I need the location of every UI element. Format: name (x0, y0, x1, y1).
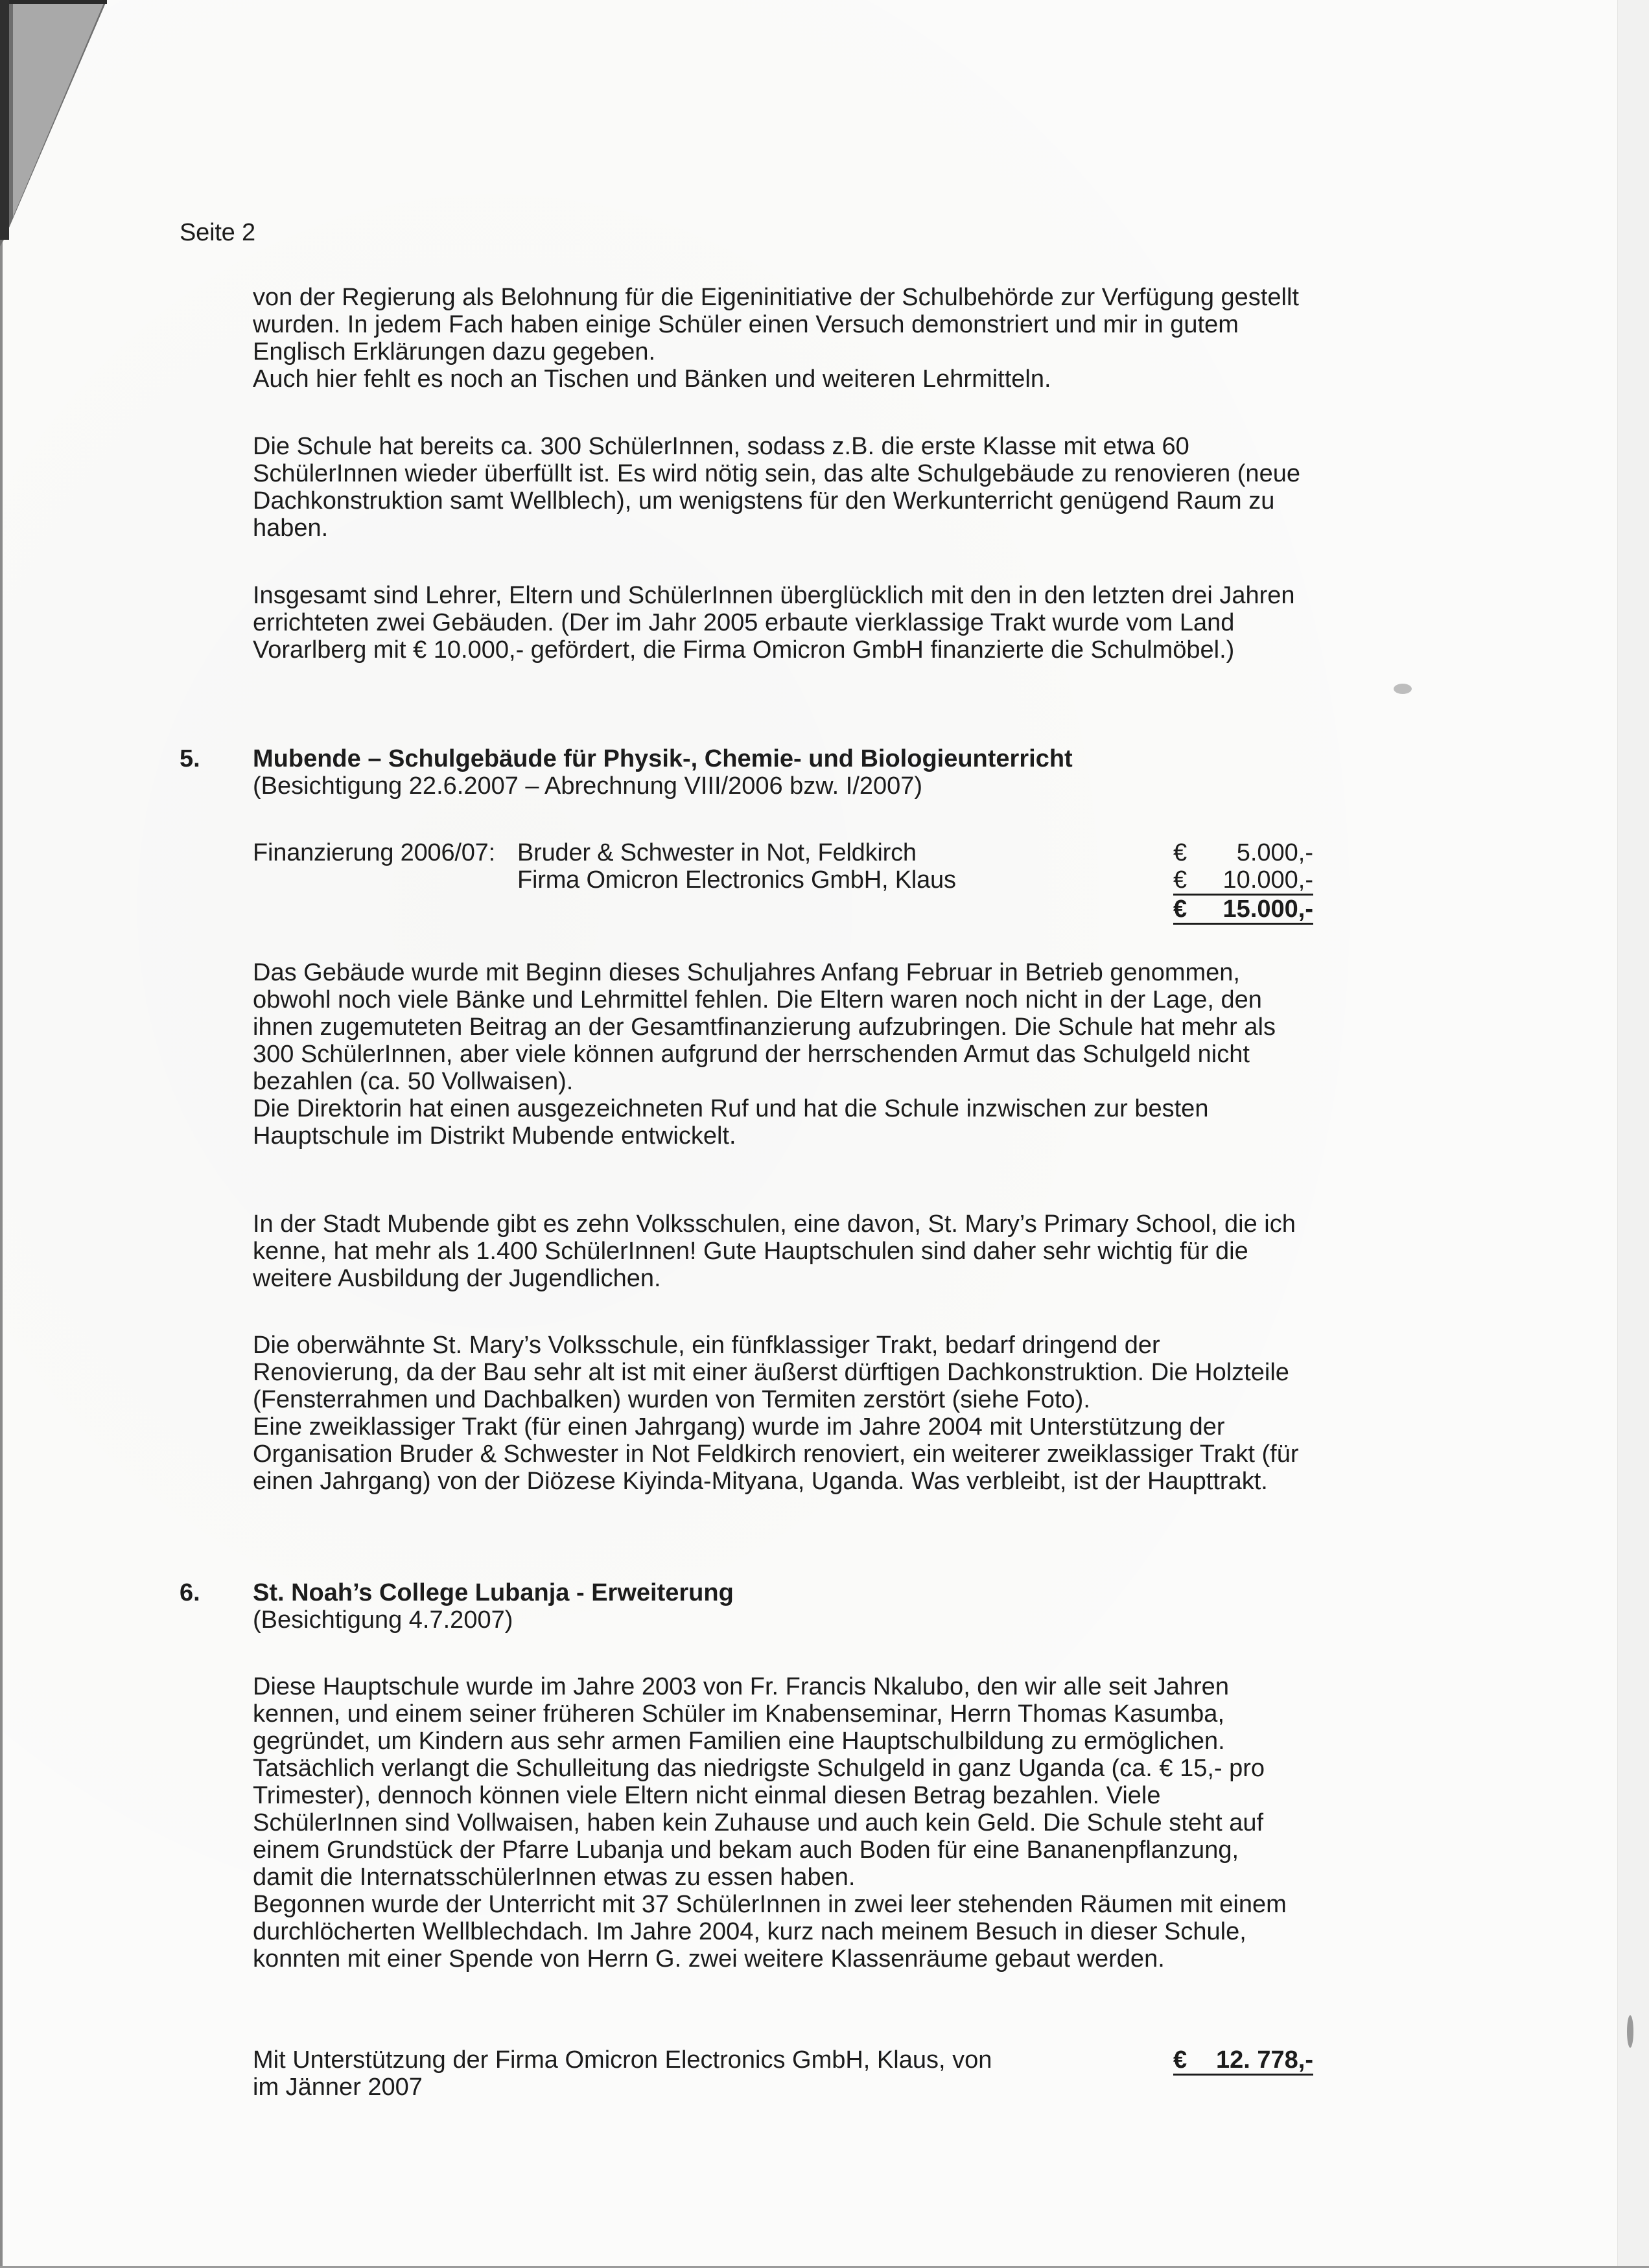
amount-value: 12. 778,- (1216, 2046, 1313, 2074)
intro-paragraph-3 (253, 582, 1295, 664)
text-line: einem Grundstück der Pfarre Lubanja und bekam auch Boden für eine Bananenpflanzung, (253, 1836, 1239, 1864)
text-line: Auch hier fehlt es noch an Tischen und Bänken und weiteren Lehrmitteln. (253, 365, 1051, 393)
text-line: obwohl noch viele Bänke und Lehrmittel fehlen. Die Eltern waren noch nicht in der Lage, den (253, 986, 1262, 1013)
amount-value: 15.000,- (1222, 896, 1313, 923)
text-line: errichteten zwei Gebäuden. (Der im Jahr 2005 erbaute vierklassige Trakt wurde vom Land (253, 609, 1235, 636)
text-line: Begonnen wurde der Unterricht mit 37 SchülerInnen in zwei leer stehenden Räumen mit einem (253, 1891, 1287, 1918)
text-line: ihnen zugemuteten Beitrag an der Gesamtfinanzierung aufzubringen. Die Schule hat mehr als (253, 1013, 1276, 1041)
text-line: Englisch Erklärungen dazu gegeben. (253, 338, 656, 365)
section-6-support (253, 2046, 992, 2101)
page-number-label: Seite 2 (180, 219, 255, 246)
scan-edge-strip (1617, 0, 1649, 2268)
text-line: Mit Unterstützung der Firma Omicron Electronics GmbH, Klaus, von (253, 2046, 992, 2074)
folded-corner-shadow (0, 0, 110, 246)
text-line: Diese Hauptschule wurde im Jahre 2003 von Fr. Francis Nkalubo, den wir alle seit Jahren (253, 1673, 1229, 1700)
text-line: Organisation Bruder & Schwester in Not Feldkirch renoviert, ein weiterer zweiklassiger Trakt (für (253, 1441, 1299, 1468)
text-line: gegründet, um Kindern aus sehr armen Familien eine Hauptschulbildung zu ermöglichen. (253, 1728, 1225, 1755)
text-line: Eine zweiklassiger Trakt (für einen Jahrgang) wurde im Jahre 2004 mit Unterstützung der (253, 1413, 1225, 1441)
intro-paragraph-1 (253, 284, 1299, 393)
text-line: damit die InternatsschülerInnen etwas zu essen haben. (253, 1864, 856, 1891)
section-5-title: Mubende – Schulgebäude für Physik-, Chemie- und Biologieunterricht (253, 745, 1073, 772)
text-line: konnten mit einer Spende von Herrn G. zwei weitere Klassenräume gebaut werden. (253, 1945, 1165, 1973)
text-line: Dachkonstruktion samt Wellblech), um wenigstens für den Werkunterricht genügend Raum zu (253, 487, 1275, 515)
text-line: weitere Ausbildung der Jugendlichen. (253, 1265, 661, 1292)
section-5-paragraph-1 (253, 959, 1276, 1150)
text-line: Hauptschule im Distrikt Mubende entwickelt. (253, 1122, 736, 1150)
text-line: Die Direktorin hat einen ausgezeichneten Ruf und hat die Schule inzwischen zur besten (253, 1095, 1209, 1122)
text-line: SchülerInnen sind Vollwaisen, haben kein Zuhause und auch kein Geld. Die Schule steht auf (253, 1809, 1264, 1836)
section-6-subtitle: (Besichtigung 4.7.2007) (253, 1606, 513, 1634)
scan-speck (1394, 684, 1412, 694)
text-line: bezahlen (ca. 50 Vollwaisen). (253, 1068, 574, 1095)
text-line: (Fensterrahmen und Dachbalken) wurden von Termiten zerstört (siehe Foto). (253, 1386, 1090, 1413)
text-line: im Jänner 2007 (253, 2074, 423, 2101)
amount-value: 5.000,- (1236, 839, 1313, 866)
text-line: Tatsächlich verlangt die Schulleitung das niedrigste Schulgeld in ganz Uganda (ca. € 15,- pro (253, 1755, 1265, 1782)
euro-sign: € (1173, 2046, 1187, 2074)
section-6-paragraph-1 (253, 1673, 1287, 1973)
financing-amount-2 (1173, 866, 1313, 896)
section-5-subtitle: (Besichtigung 22.6.2007 – Abrechnung VIII/2006 bzw. I/2007) (253, 772, 923, 800)
text-line: Vorarlberg mit € 10.000,- gefördert, die Firma Omicron GmbH finanzierte die Schulmöbel.) (253, 636, 1235, 664)
section-5-paragraph-3 (253, 1332, 1299, 1495)
scan-left-edge (0, 233, 3, 2268)
text-line: wurden. In jedem Fach haben einige Schüler einen Versuch demonstriert und mir in gutem (253, 311, 1239, 338)
section-6-header (253, 1579, 734, 1634)
text-line: Trimester), dennoch können viele Eltern nicht einmal diesen Betrag bezahlen. Viele (253, 1782, 1161, 1809)
euro-sign: € (1173, 839, 1187, 866)
section-5-header (253, 745, 1073, 800)
text-line: von der Regierung als Belohnung für die Eigeninitiative der Schulbehörde zur Verfügung gestellt (253, 284, 1299, 311)
text-line: Insgesamt sind Lehrer, Eltern und SchülerInnen überglücklich mit den in den letzten drei Jahren (253, 582, 1295, 609)
financing-donor-1: Bruder & Schwester in Not, Feldkirch (517, 839, 917, 866)
text-line: SchülerInnen wieder überfüllt ist. Es wird nötig sein, das alte Schulgebäude zu renovieren (neue (253, 460, 1300, 487)
financing-total (1173, 896, 1313, 925)
financing-donor-2: Firma Omicron Electronics GmbH, Klaus (517, 866, 956, 894)
text-line: kennen, und einem seiner früheren Schüler im Knabenseminar, Herrn Thomas Kasumba, (253, 1700, 1224, 1728)
scan-speck (1627, 2015, 1633, 2048)
text-line: einen Jahrgang) von der Diözese Kiyinda-Mityana, Uganda. Was verbleibt, ist der Haupttrakt. (253, 1468, 1268, 1495)
section-6-title: St. Noah’s College Lubanja - Erweiterung (253, 1579, 734, 1606)
text-line: haben. (253, 515, 329, 542)
section-6-support-amount (1173, 2046, 1313, 2076)
financing-label: Finanzierung 2006/07: (253, 839, 495, 866)
text-line: Das Gebäude wurde mit Beginn dieses Schuljahres Anfang Februar in Betrieb genommen, (253, 959, 1240, 986)
text-line: Renovierung, da der Bau sehr alt ist mit einer äußerst dürftigen Dachkonstruktion. Die Holzteile (253, 1359, 1289, 1386)
euro-sign: € (1173, 896, 1187, 923)
amount-value: 10.000,- (1222, 866, 1313, 894)
text-line: Die Schule hat bereits ca. 300 SchülerInnen, sodass z.B. die erste Klasse mit etwa 60 (253, 433, 1189, 460)
text-line: durchlöcherten Wellblechdach. Im Jahre 2004, kurz nach meinem Besuch in dieser Schule, (253, 1918, 1246, 1945)
text-line: Die oberwähnte St. Mary’s Volksschule, ein fünfklassiger Trakt, bedarf dringend der (253, 1332, 1160, 1359)
text-line: In der Stadt Mubende gibt es zehn Volksschulen, eine davon, St. Mary’s Primary School, die ich (253, 1210, 1296, 1238)
intro-paragraph-2 (253, 433, 1300, 542)
text-line: 300 SchülerInnen, aber viele können aufgrund der herrschenden Armut das Schulgeld nicht (253, 1041, 1250, 1068)
text-line: kenne, hat mehr als 1.400 SchülerInnen! Gute Hauptschulen sind daher sehr wichtig für die (253, 1238, 1248, 1265)
section-6-number: 6. (180, 1579, 200, 1606)
euro-sign: € (1173, 866, 1187, 894)
section-5-paragraph-2 (253, 1210, 1296, 1292)
section-5-number: 5. (180, 745, 200, 772)
